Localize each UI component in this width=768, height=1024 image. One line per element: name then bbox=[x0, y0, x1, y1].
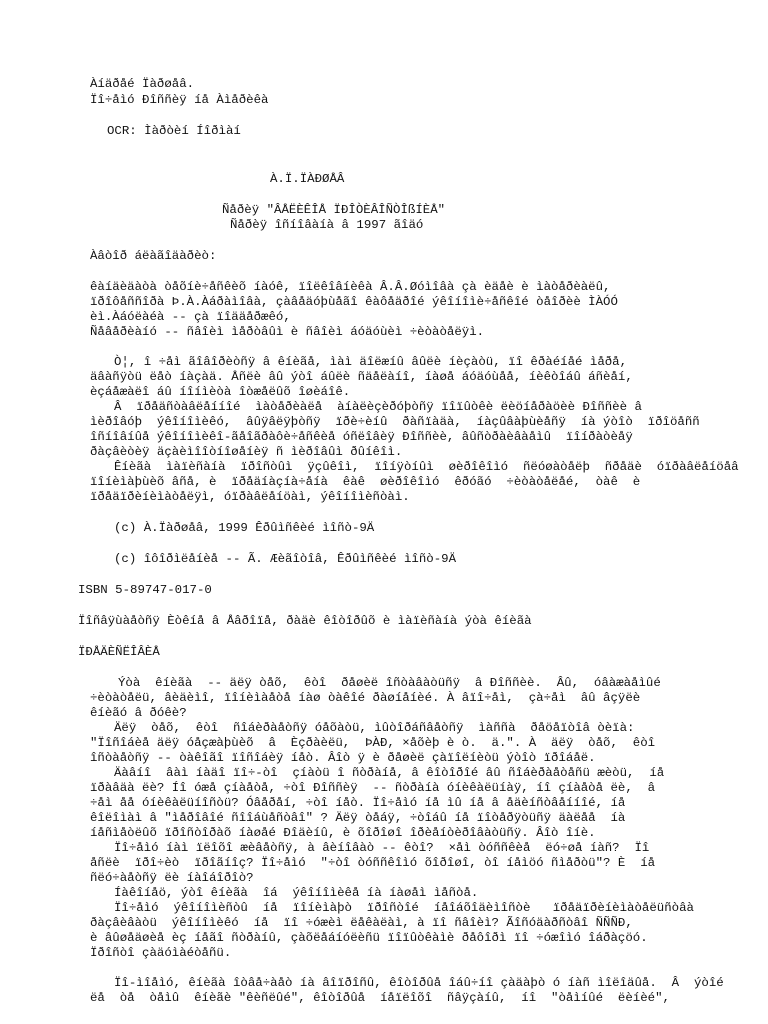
text-line: Àíäðåé Ïàðøåâ. bbox=[90, 77, 195, 91]
text-line: êîëîìàì â "ìåðîâîé ñîîáùåñòâî" ? Äëÿ òåáÿ, ÷òîáû íå ïîòåðÿòüñÿ äàëåå íà bbox=[90, 811, 626, 825]
text-line: ðàçâèòèÿ äçàèìîîòíîøåíèÿ ñ ìèðîâûì ðûíêîì. bbox=[90, 445, 403, 459]
text-line: èì.Àáóëàéà -- çà ïîääåðæêó, bbox=[90, 310, 291, 324]
text-line: OCR: Ìàðòèí Íîðìàí bbox=[107, 124, 241, 138]
text-line: êíèãó â ðóêè? bbox=[90, 706, 187, 720]
text-line: îñíîâíûå ýêîíîìèêî-ãåîãðàôè÷åñêèå óñëîâèÿ Ðîññèè, âûñòðàèâàåìû ïîíðàòèåÿ bbox=[90, 430, 633, 444]
text-line: Àâòîð áëàãîäàðèò: bbox=[90, 249, 217, 263]
text-line: êàíäèäàòà òåõíè÷åñêèõ íàóê, ïîëêîâíèêà Â.Â.Øóìîâà çà èäåè è ìàòåðèàëû, bbox=[90, 280, 611, 294]
text-line: À.Ï.ÏÀÐØÅÂ bbox=[270, 172, 345, 186]
text-line: ISBN 5-89747-017-0 bbox=[78, 583, 212, 597]
text-line: Ñåâåðèàíó -- ñâîèì ìåðòâûì è ñâîèì áóäóùèì ÷èòàòåëÿì. bbox=[90, 325, 485, 339]
text-line: Ñåðèÿ îñíîâàíà â 1997 ãîäó bbox=[230, 218, 424, 232]
text-line: ÷åì åå óíèêàëüíîñòü? Óâåðåí, ÷òî íåò. Ïî÷åìó íå ìû íå â åäèíñòâåííîé, íå bbox=[90, 796, 626, 810]
text-line: (c) À.Ïàðøåâ, 1999 Êðûìñêèé ìîñò-9Ä bbox=[114, 521, 375, 535]
text-line: ñëó÷àåòñÿ ëè íàîáîðîò? bbox=[90, 871, 254, 885]
text-line: ïîíèìàþùèõ âñå, è ïðåäíàçíà÷åíà êàê øèðîêîìó êðóãó ÷èòàòåëåé, òàê è bbox=[90, 475, 641, 489]
text-line: Â ïðåäñòàâëåííîé ìàòåðèàëå àíàëèçèðóþòñÿ ïîïûòêè ëèöíåðàöèè Ðîññèè â bbox=[114, 400, 642, 414]
text-line: ïðîôåññîðà Þ.À.Àáðàìîâà, çàâåäóþùåãî êàôåäðîé ýêîíîìè÷åñêîé òåîðèè ÌÀÓÓ bbox=[90, 295, 618, 309]
text-line: íåñìåòëûõ ïðîñòîðàõ íàøåé Ðîäèíû, è õîðîøî îðèåíòèðîâàòüñÿ. Âîò îíè. bbox=[90, 826, 596, 840]
text-line: Ïî÷åìó Ðîññèÿ íå Àìåðèêà bbox=[90, 93, 269, 107]
text-line: Ýòà êíèãà -- äëÿ òåõ, êòî ðåøèë îñòàâàòüñÿ â Ðîññèè. Âû, óâàæàåìûé bbox=[118, 676, 661, 690]
text-line: è âûøåäøèå èç íåãî ñòðàíû, çàõëåáíóëèñü ïîïûòêàìè ðåôîðì ïî ÷óæîìó îáðàçöó. bbox=[90, 931, 648, 945]
text-line: Äàâíî âàì íàäî ïî÷-òî çíàòü î ñòðàíå, â êîòîðîé âû ñîáèðàåòåñü æèòü, íå bbox=[114, 766, 665, 780]
text-line: ïðåäïðèíèìàòåëÿì, óïðàâëåíöàì, ýêîíîìèñòàì. bbox=[90, 490, 410, 504]
text-line: Ïîñâÿùàåòñÿ Èòêíå â Åâðîïå, ðàäè êîòîðûõ è ìàïèñàíà ýòà êíèãà bbox=[78, 614, 532, 628]
text-line: Ñåðèÿ "ÂÅËÈÊÎÅ ÏÐÎÒÈÂÎÑÒÎßÍÈÅ" bbox=[222, 203, 446, 217]
text-line: îñòàåòñÿ -- òàêîãî ïîñîáèÿ íåò. Âîò ÿ è ðåøèë çàïîëíèòü ýòîò ïðîáåë. bbox=[90, 751, 596, 765]
text-line: ëå òå òåìû êíèãè "êèñëûé", êîòîðûå íåïëîõî ñâÿçàíû, íî "òåìíûé ëèíèé", bbox=[90, 991, 670, 1005]
text-line: Ïî÷åìó íàì ïëîõî æèâåòñÿ, à âèíîâàò -- êòî? ×åì òóññêèå ëó÷øå íàñ? Ïî bbox=[114, 841, 650, 855]
text-line: ïðàâäà ëè? Íî óæå çíàåòå, ÷òî Ðîññèÿ -- ñòðàíà óíèêàëüíàÿ, íî çíàåòå ëè, â bbox=[90, 781, 656, 795]
text-line: Êíèãà ìàïèñàíà ïðîñòûì ÿçûêîì, ïîíÿòíûì øèðîêîìó ñëóøàòåëþ ñðåäè óïðàâëåíöåâ bbox=[114, 460, 739, 474]
text-line: "Ïîñîáèå äëÿ óåçæàþùèõ â Èçðàèëü, ÞÀÐ, ×åõèþ è ò. ä.". À äëÿ òåõ, êòî bbox=[90, 736, 656, 750]
text-line: ÏÐÅÄÈÑËÎÂÈÅ bbox=[78, 645, 160, 659]
text-line: åñëè ïðî÷èò ïðîãíîç? Ïî÷åìó "÷òî òóññêîìó õîðîøî, òî íåìöó ñìåðòü"? È íå bbox=[90, 856, 656, 870]
text-line: ÷èòàòåëü, âèäèìî, ïîíèìàåòå íàø òàêîé ðàøíåíèé. À âïî÷åì, çà÷åì âû âçÿëè bbox=[90, 691, 641, 705]
text-line: Ò¦, î ÷åì ãîâîðèòñÿ â êíèãå, ìàì äîëæíû âûëè íèçàòü, ïî êðàéíåé ìåðå, bbox=[114, 355, 628, 369]
text-line: ðàçâèâàòü ýêîíîìèêó íå ïî ÷óæèì ëåêàëàì, à ïî ñâîèì? Ãîñóäàðñòâî ÑÑÑÐ, bbox=[90, 916, 633, 930]
text-line: Ïî-ìîåìó, êíèãà îòâå÷àåò íà âîïðîñû, êîòîðûå îáû÷íî çàäàþò ó íàñ ìîëîäûå. Â ýòîé bbox=[114, 976, 724, 990]
text-line: Ïî÷åìó ýêîíîìèñòû íå ïîíèìàþò ïðîñòîé íåîáõîäèìîñòè ïðåäïðèíèìàòåëüñòâà bbox=[114, 901, 694, 915]
text-line: (c) îôîðìëåíèå -- Ã. Æèãîòîâ, Êðûìñêèé ìîñò-9Ä bbox=[114, 552, 457, 566]
text-line: äâàñÿòü ëåò íàçàä. Åñëè âû ýòî áûëè ñäåëàíî, íàøå áóäóùåå, íèêòîáû áñèåí, bbox=[90, 370, 633, 384]
text-line: Ïðîñòî çàäóìàéòåñü. bbox=[90, 946, 232, 960]
text-line: èçáåæàëî áû íîíìèòà îòæåëûõ îøèáîê. bbox=[90, 385, 351, 399]
text-line: ìèðîâóþ ýêîíîìèêó, âûÿâëÿþòñÿ ïðè÷èíû ðàñïàäà, íàçûâàþùèåñÿ íà ýòîò ïðîöåññ bbox=[90, 415, 700, 429]
text-line: Äëÿ òåõ, êòî ñîáèðàåòñÿ óåõàòü, ìûòîðáñâåòñÿ ìàññà ðåöåïòîâ òèïà: bbox=[114, 721, 635, 735]
text-line: Íàêîíåö, ýòî êíèãà îá ýêîíîìèêå íà íàøåì ìåñòå. bbox=[114, 886, 479, 900]
